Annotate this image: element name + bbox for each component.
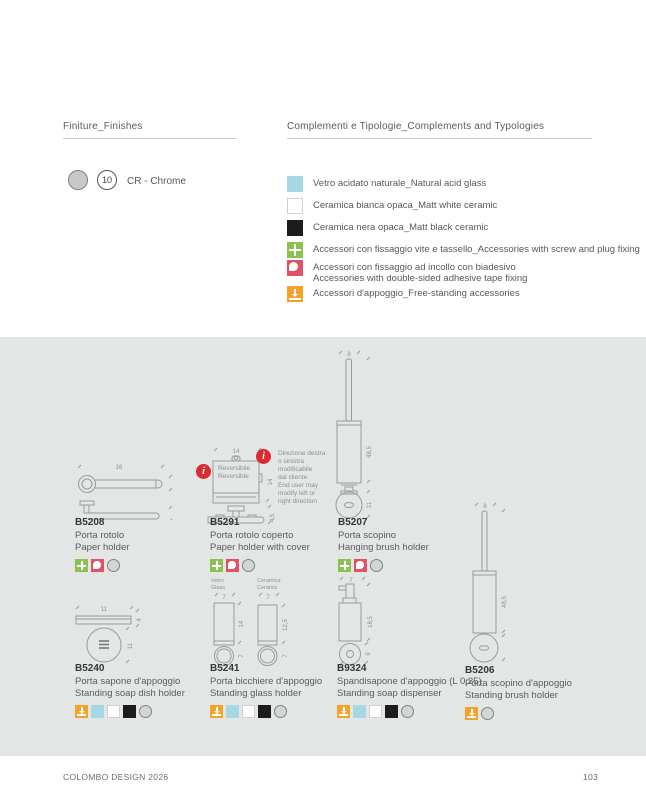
product-code: B5240 — [75, 663, 105, 674]
finishes-rule — [63, 138, 236, 139]
note-line: modificabile — [278, 466, 313, 473]
freestanding-icon — [465, 707, 478, 720]
legend-item-glass — [287, 176, 486, 192]
chrome-icon — [107, 559, 120, 572]
dim-width: 7 — [222, 595, 226, 601]
product-code: B5241 — [210, 663, 240, 674]
legend-rule — [287, 138, 592, 139]
white-icon — [107, 705, 120, 718]
product-name-en: Standing glass holder — [210, 688, 302, 699]
b5241-drawing — [205, 575, 335, 670]
legend-item-free-standing — [287, 286, 520, 302]
product-code: B5208 — [75, 517, 105, 528]
white-icon — [242, 705, 255, 718]
dim-depth: 11 — [367, 501, 373, 509]
adhesive-icon — [91, 559, 104, 572]
freestanding-icon — [337, 705, 350, 718]
freestanding-icon — [210, 705, 223, 718]
glass-icon — [353, 705, 366, 718]
product-b5291 — [210, 517, 310, 572]
dim-depth: 9 — [366, 652, 372, 656]
screw-icon — [75, 559, 88, 572]
product-name-it: Porta bicchiere d'appoggio — [210, 676, 323, 687]
finish-label: CR - Chrome — [127, 176, 186, 187]
product-option-icons — [210, 559, 310, 572]
dim-depth: 7 — [239, 654, 245, 658]
white-ceramic-swatch-icon — [287, 198, 303, 214]
b5208-drawing — [72, 458, 197, 520]
legend-item-white-ceramic — [287, 198, 497, 214]
dim-height: 4 — [137, 618, 143, 622]
dim-width: 14 — [232, 449, 240, 455]
product-code: B9324 — [337, 663, 367, 674]
legend-label-line1: Accessori con fissaggio ad incollo con biadesivo — [313, 262, 516, 273]
legend-label: Accessori d'appoggio_Free-standing accessories — [313, 288, 520, 299]
legend-item-black-ceramic — [287, 220, 488, 236]
legend-label-line2: Accessories with double-sided adhesive tape fixing — [313, 273, 528, 284]
dim-height: 12,5 — [283, 619, 289, 631]
black-icon — [123, 705, 136, 718]
product-name-en: Standing soap dispenser — [337, 688, 442, 699]
product-name-en: Standing soap dish holder — [75, 688, 185, 699]
chrome-icon — [481, 707, 494, 720]
b5240-drawing — [68, 602, 163, 666]
product-name-it: Porta scopino d'appoggio — [465, 678, 572, 689]
dim-depth: 7 — [283, 654, 289, 658]
info-icon: i — [256, 449, 271, 464]
note-line: Reversibile — [218, 465, 251, 472]
product-option-icons — [210, 705, 322, 718]
note-line: End user may — [278, 482, 319, 489]
legend-label: Ceramica nera opaca_Matt black ceramic — [313, 222, 489, 233]
black-icon — [258, 705, 271, 718]
chrome-icon — [242, 559, 255, 572]
material-label: Glass — [211, 585, 226, 591]
dim-height: 14 — [268, 478, 274, 486]
legend-label: Accessori con fissaggio vite e tassello_Accessories with screw and plug fixing — [313, 244, 640, 255]
legend-item-adhesive-fixing — [287, 260, 527, 284]
dim-width: 8 — [483, 504, 487, 510]
product-b5208 — [75, 517, 129, 572]
note-line: o sinistra — [278, 458, 305, 465]
note-line: right direction — [278, 498, 318, 505]
dim-depth: 4,5 — [270, 513, 276, 523]
product-name-it: Porta sapone d'appoggio — [75, 676, 181, 687]
product-name-it: Spandisapone d'appoggio (L 0,25) — [337, 676, 482, 687]
dim-height: 48,5 — [367, 446, 373, 458]
product-option-icons — [75, 705, 185, 718]
glass-icon — [91, 705, 104, 718]
product-option-icons — [75, 559, 129, 572]
adhesive-icon — [226, 559, 239, 572]
b5206-drawing — [461, 501, 556, 666]
dim-width: 16 — [115, 465, 123, 471]
screw-icon — [210, 559, 223, 572]
info-icon: i — [196, 464, 211, 479]
product-name-it: Porta scopino — [338, 530, 397, 541]
screw-icon — [338, 559, 351, 572]
chrome-swatch-icon — [68, 170, 88, 190]
product-code: B5291 — [210, 517, 240, 528]
dim-width: 8 — [347, 352, 351, 358]
b5207-drawing — [326, 349, 421, 521]
material-label: Ceramic — [257, 585, 278, 591]
note-line: modify left or — [278, 490, 316, 497]
product-name-en: Paper holder — [75, 542, 130, 553]
chrome-icon — [274, 705, 287, 718]
product-name-en: Standing brush holder — [465, 690, 558, 701]
legend-label: Ceramica bianca opaca_Matt white ceramic — [313, 200, 498, 211]
freestanding-icon — [75, 705, 88, 718]
free-standing-icon — [287, 286, 303, 302]
b5291-note — [256, 449, 325, 506]
product-name-en: Hanging brush holder — [338, 542, 429, 553]
note-line: Direzione destra — [278, 450, 326, 457]
product-b9324 — [337, 663, 482, 718]
legend-label: Vetro acidato naturale_Natural acid glass — [313, 178, 487, 189]
chrome-icon — [370, 559, 383, 572]
black-icon — [385, 705, 398, 718]
material-label: Ceramica — [257, 578, 281, 584]
screw-fixing-icon — [287, 242, 303, 258]
dim-width: 7 — [266, 595, 270, 601]
white-icon — [369, 705, 382, 718]
dim-height: 18,5 — [368, 616, 374, 628]
glass-swatch-icon — [287, 176, 303, 192]
chrome-icon — [401, 705, 414, 718]
dim-height: 48,5 — [502, 596, 508, 608]
dim-depth: 11 — [128, 642, 134, 650]
page-number: 103 — [583, 772, 599, 782]
legend-label — [313, 260, 527, 284]
dim-width: 7 — [349, 578, 353, 584]
adhesive-fixing-icon — [287, 260, 303, 276]
product-b5240 — [75, 663, 185, 718]
product-name-en: Paper holder with cover — [210, 542, 310, 553]
product-option-icons — [338, 559, 429, 572]
product-option-icons — [337, 705, 482, 718]
product-code: B5206 — [465, 665, 495, 676]
material-label: Vetro — [211, 578, 224, 584]
legend-title: Complementi e Tipologie_Complements and Typologies — [287, 121, 545, 132]
product-code: B5207 — [338, 517, 368, 528]
product-b5241 — [210, 663, 322, 718]
b9324-drawing — [330, 575, 430, 673]
legend-item-screw-fixing — [287, 242, 640, 258]
footer-brand: COLOMBO DESIGN 2026 — [63, 772, 169, 782]
product-b5206 — [465, 665, 572, 720]
note-line: dal cliente — [278, 474, 308, 481]
glass-icon — [226, 705, 239, 718]
note-line: Reversible — [218, 473, 249, 480]
black-ceramic-swatch-icon — [287, 220, 303, 236]
finish-code-badge: 10 — [97, 170, 117, 190]
product-name-it: Porta rotolo — [75, 530, 125, 541]
product-b5207 — [338, 517, 429, 572]
dim-width: 11 — [100, 607, 108, 613]
dim-height: 14 — [239, 620, 245, 628]
adhesive-icon — [354, 559, 367, 572]
product-option-icons — [465, 707, 572, 720]
product-name-it: Porta rotolo coperto — [210, 530, 294, 541]
chrome-icon — [139, 705, 152, 718]
finishes-title: Finiture_Finishes — [63, 121, 143, 132]
